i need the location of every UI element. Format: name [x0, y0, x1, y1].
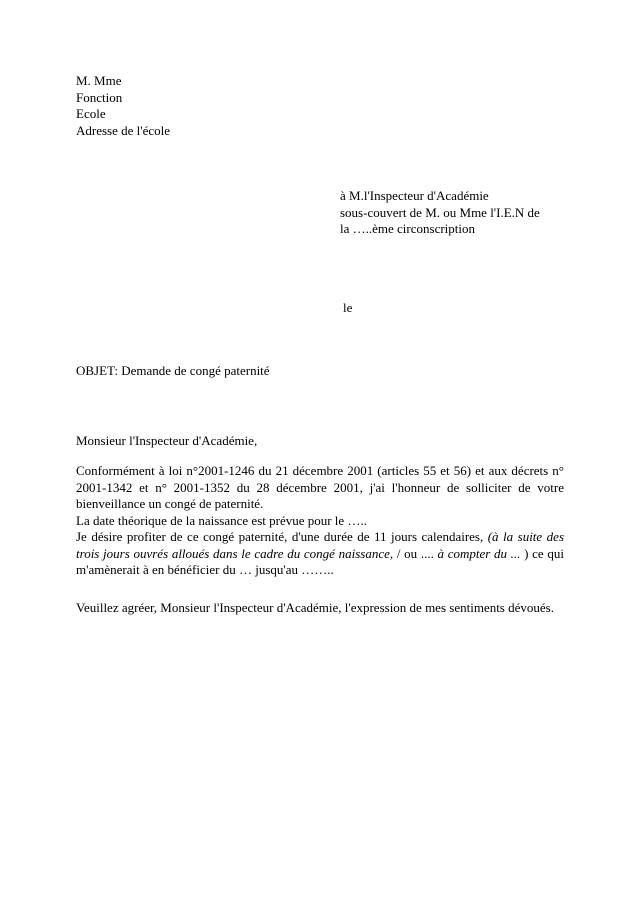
leave-request-normal-3: ) ce qui m'amènerait à en bénéficier du … jusqu'au ……..: [76, 545, 564, 577]
sender-block: [76, 73, 170, 139]
letter-body: [76, 463, 564, 579]
date-line: le: [343, 300, 353, 315]
leave-request-italic-2: à compter du ...: [437, 545, 525, 561]
leave-request-italic-1: (à la suite des trois jours ouvrés alloués dans le cadre du congé naissance,: [76, 529, 564, 561]
body-paragraph-legal-reference: Conformément à loi n°2001-1246 du 21 décembre 2001 (articles 55 et 56) et aux décrets n° 2001-1342 et n° 2001-1352 du 28 décembre 2001, j'ai l'honneur de solliciter de votre bienveillance un congé de paternité.: [76, 463, 564, 511]
recipient-block: [340, 188, 570, 238]
sender-name: M. Mme: [76, 73, 122, 88]
salutation: Monsieur l'Inspecteur d'Académie,: [76, 433, 258, 448]
body-paragraph-birth-date: La date théorique de la naissance est prévue pour le …..: [76, 512, 367, 528]
leave-request-normal-1: Je désire profiter de ce congé paternité, d'une durée de 11 jours calendaires,: [76, 529, 488, 544]
closing-formula: Veuillez agréer, Monsieur l'Inspecteur d'Académie, l'expression de mes sentiments dévoués.: [76, 600, 554, 615]
recipient-line-3: la …..ème circonscription: [340, 221, 476, 236]
subject-line: OBJET: Demande de congé paternité: [76, 363, 270, 378]
sender-function: Fonction: [76, 89, 123, 105]
recipient-line-1: à M.l'Inspecteur d'Académie: [340, 188, 489, 203]
leave-request-normal-2: / ou ....: [393, 545, 438, 561]
recipient-line-2: sous-couvert de M. ou Mme l'I.E.N de: [340, 204, 540, 220]
closing-block: [76, 600, 564, 617]
sender-address: Adresse de l'école: [76, 122, 171, 138]
body-paragraph-leave-request: [76, 529, 564, 579]
sender-school: Ecole: [76, 106, 106, 121]
